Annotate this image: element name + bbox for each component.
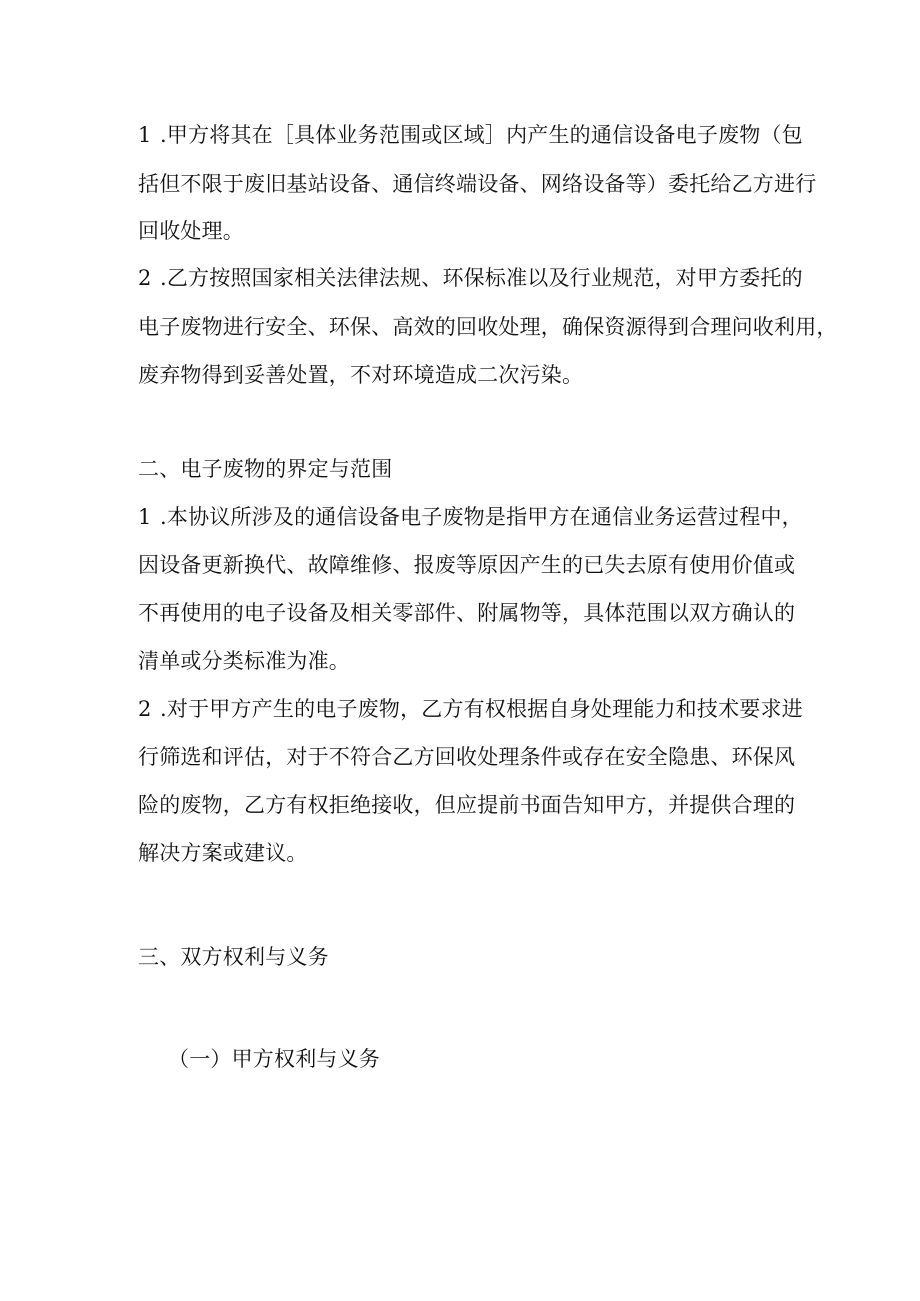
s1-item2-line2: 电子废物进行安全、环保、高效的回收处理，确保资源得到合理问收利用， [138, 315, 838, 339]
s2-item2-line2: 行筛选和评估，对于不符合乙方回收处理条件或存在安全隐患、环保风 [138, 745, 796, 769]
s2-item2-line4: 解决方案或建议。 [138, 841, 308, 865]
s1-item2-text1: .乙方按照国家相关法律法规、环保标准以及行业规范，对甲方委托的 [160, 266, 803, 290]
s1-item2-number: 2 [138, 266, 152, 290]
s1-item1-line1 [138, 121, 803, 149]
s1-item1-number: 1 [138, 123, 152, 147]
section3-subheading: （一）甲方权利与义务 [168, 1047, 380, 1071]
s1-item2-line3: 废弃物得到妥善处置，不对环境造成二次污染。 [138, 363, 584, 387]
section3-heading: 三、双方权利与义务 [138, 945, 329, 969]
s1-item1-text1: .甲方将其在［具体业务范围或区域］内产生的通信设备电子废物（包 [160, 123, 803, 147]
s2-item2-line3: 险的废物，乙方有权拒绝接收，但应提前书面告知甲方，并提供合理的 [138, 793, 796, 817]
s2-item1-line1 [138, 503, 803, 531]
s2-item2-line1 [138, 695, 803, 723]
s1-item1-line2: 括但不限于废旧基站设备、通信终端设备、网络设备等）委托给乙方进行 [138, 172, 817, 196]
s2-item2-text1: .对于甲方产生的电子废物，乙方有权根据自身处理能力和技术要求进 [160, 697, 803, 721]
section2-heading: 二、电子废物的界定与范围 [138, 457, 393, 481]
s1-item2-line1 [138, 264, 803, 292]
s2-item1-line3: 不再使用的电子设备及相关零部件、附属物等，具体范围以双方确认的 [138, 601, 796, 625]
s1-item1-line3: 回收处理。 [138, 219, 244, 243]
s2-item1-line2: 因设备更新换代、故障维修、报废等原因产生的已失去原有使用价值或 [138, 553, 796, 577]
s2-item2-number: 2 [138, 697, 152, 721]
s2-item1-text1: .本协议所涉及的通信设备电子废物是指甲方在通信业务运营过程中， [160, 505, 803, 529]
s2-item1-number: 1 [138, 505, 152, 529]
s2-item1-line4: 清单或分类标准为准。 [138, 649, 350, 673]
